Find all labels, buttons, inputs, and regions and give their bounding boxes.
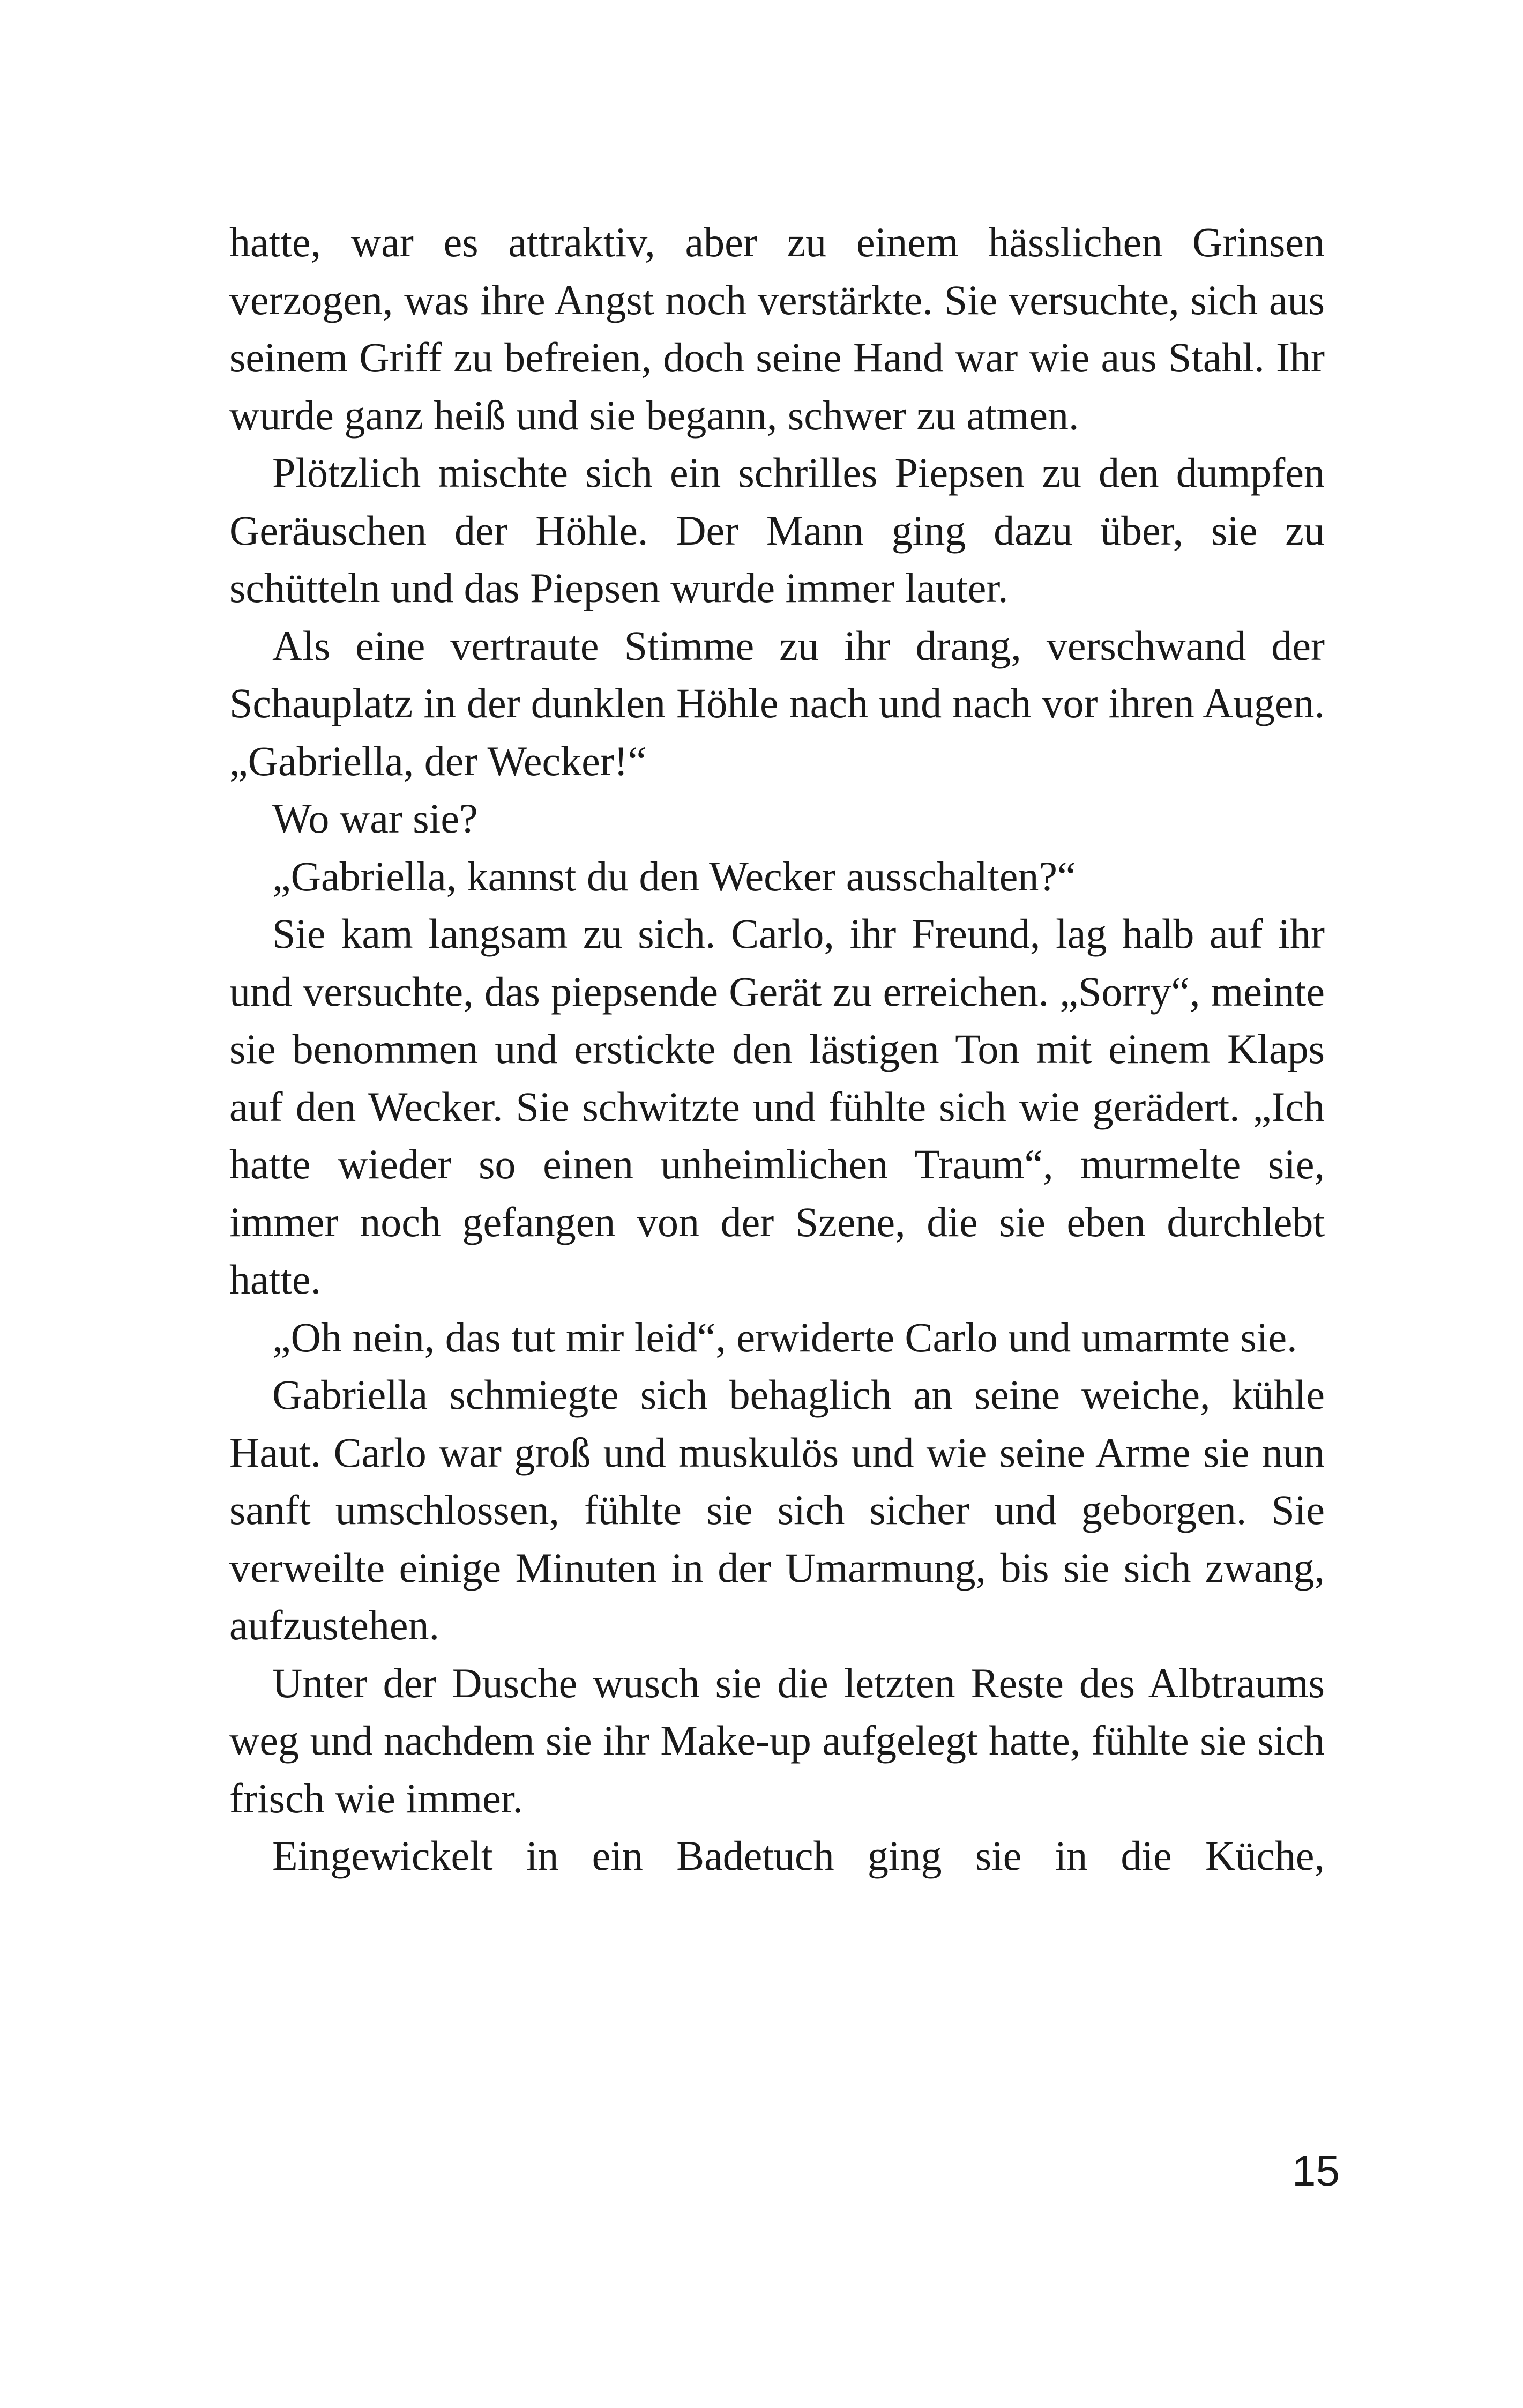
- paragraph-continued: hatte, war es attraktiv, aber zu einem hässlichen Grinsen verzogen, was ihre Angst noch verstärkte. Sie versuchte, sich aus seinem Griff zu befreien, doch seine Hand war wie aus Stahl. Ihr wurde ganz heiß und sie begann, schwer zu atmen.: [229, 219, 1325, 439]
- paragraph: Als eine vertraute Stimme zu ihr drang, verschwand der Schauplatz in der dunklen Höhle nach und nach vor ihren Augen. „Gabriella, der Wecker!“: [229, 622, 1325, 784]
- paragraph: Plötzlich mischte sich ein schrilles Piepsen zu den dumpfen Geräuschen der Höhle. Der Mann ging dazu über, sie zu schütteln und das Piepsen wurde immer lauter.: [229, 449, 1325, 611]
- paragraph: „Gabriella, kannst du den Wecker ausschalten?“: [272, 852, 1076, 900]
- paragraph: „Oh nein, das tut mir leid“, erwiderte Carlo und umarmte sie.: [272, 1313, 1297, 1361]
- paragraph-last-line: Eingewickelt in ein Badetuch ging sie in die Küche,: [272, 1832, 1325, 1879]
- paragraph: Sie kam langsam zu sich. Carlo, ihr Freund, lag halb auf ihr und versuchte, das piepsende Gerät zu erreichen. „Sorry“, meinte sie benommen und erstickte den lästigen Ton mit einem Klaps auf den Wecker. Sie schwitzte und fühlte sich wie gerädert. „Ich hatte wieder so einen unheimlichen Traum“, murmelte sie, immer noch gefangen von der Szene, die sie eben durchlebt hatte.: [229, 910, 1325, 1303]
- page-number: 15: [1292, 2147, 1340, 2195]
- body-text: [229, 213, 1325, 1885]
- paragraph: Wo war sie?: [272, 795, 478, 842]
- paragraph: Unter der Dusche wusch sie die letzten Reste des Albtraums weg und nachdem sie ihr Make-up aufgelegt hatte, fühlte sie sich frisch wie immer.: [229, 1659, 1325, 1822]
- paragraph: Gabriella schmiegte sich behaglich an seine weiche, kühle Haut. Carlo war groß und muskulös und wie seine Arme sie nun sanft umschlossen, fühlte sie sich sicher und geborgen. Sie verweilte einige Minuten in der Umarmung, bis sie sich zwang, aufzustehen.: [229, 1371, 1325, 1648]
